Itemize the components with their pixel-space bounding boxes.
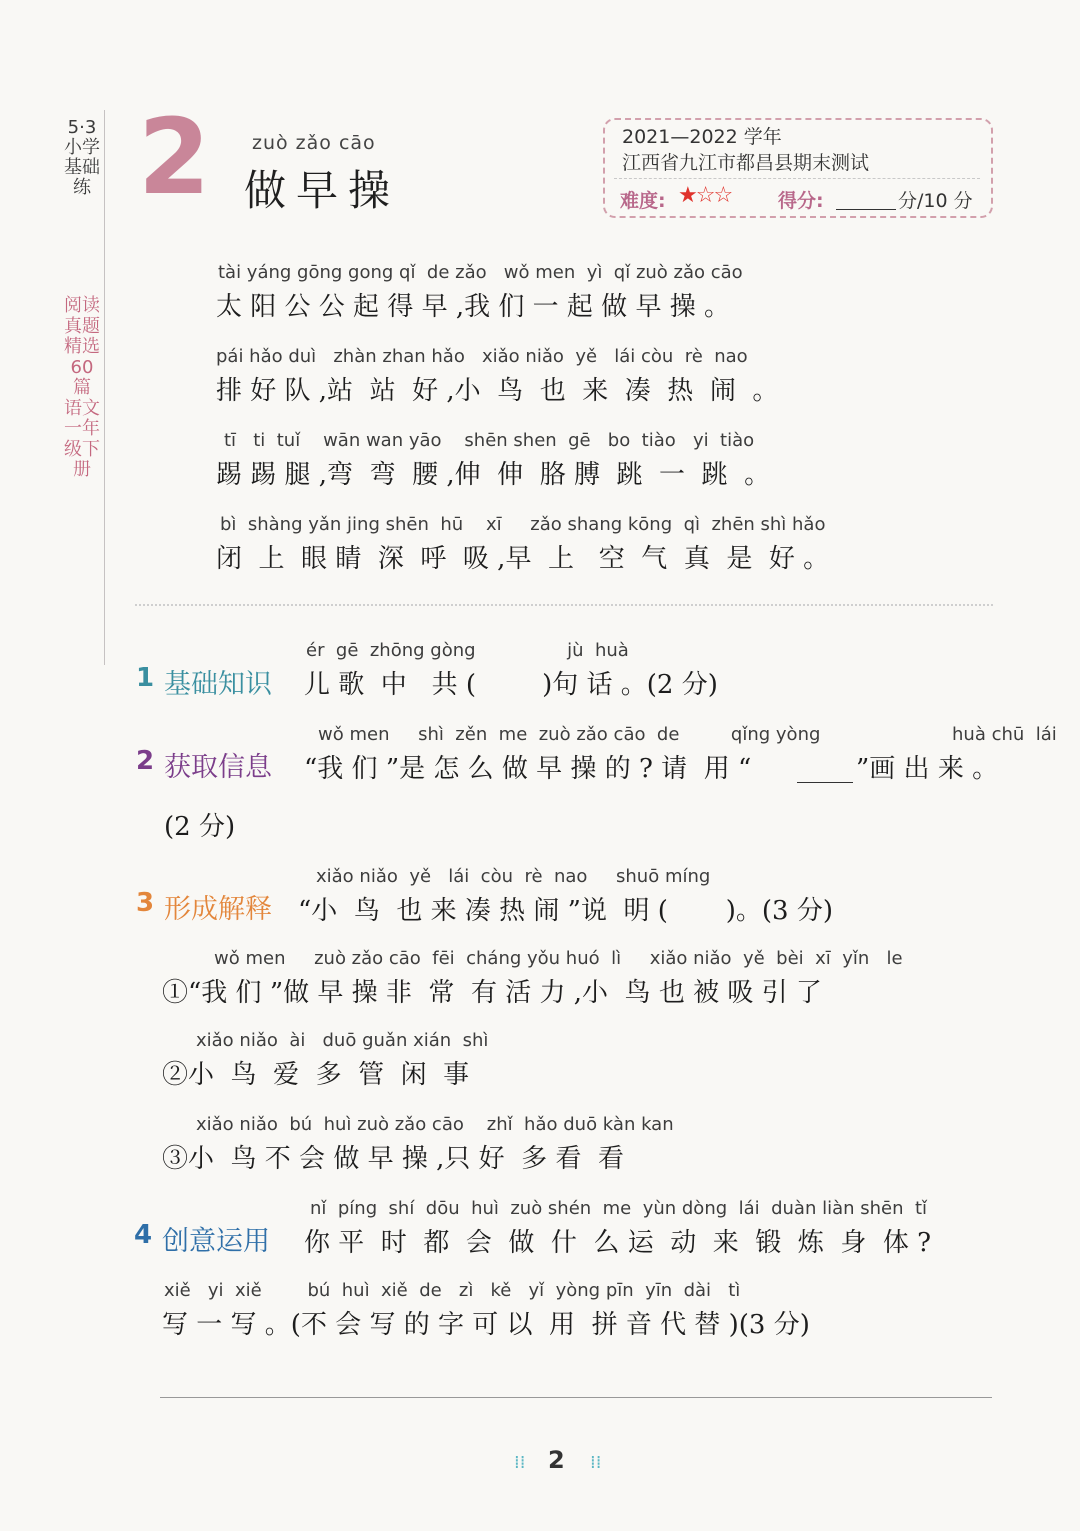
question-2-pinyin: wǒ men shì zěn me zuò zǎo cāo de qǐng yòng huà chū lái (318, 724, 1057, 745)
difficulty-label: 难度: (620, 190, 666, 212)
difficulty-rating (678, 183, 731, 208)
option-1-pinyin: wǒ men zuò zǎo cāo fēi cháng yǒu huó lì xiǎo niǎo yě bèi xī yǐn le (214, 948, 903, 969)
exam-year: 2021—2022 学年 (622, 126, 782, 148)
question-2-text-after: ”画 出 来 。 (856, 754, 999, 784)
question-3-text: “小 鸟 也 来 凑 热 闹 ”说 明 ( )。(3 分) (298, 896, 833, 926)
series-label: 5·3小学基础练 (64, 117, 100, 198)
poem-line-4: 闭 上 眼 睛 深 呼 吸 ,早 上 空 气 真 是 好 。 (216, 544, 830, 574)
question-4-text: 你 平 时 都 会 做 什 么 运 动 来 锻 炼 身 体 ? (304, 1228, 932, 1258)
score-label: 得分: (778, 190, 824, 212)
option-1[interactable]: ①“我 们 ”做 早 操 非 常 有 活 力 ,小 鸟 也 被 吸 引 了 (162, 978, 822, 1008)
question-4-number: 4 (134, 1220, 153, 1250)
option-3-pinyin: xiǎo niǎo bú huì zuò zǎo cāo zhǐ hǎo duō kàn kan (196, 1114, 674, 1135)
poem-line-4-pinyin: bì shàng yǎn jing shēn hū xī zǎo shang kōng qì zhēn shì hǎo (220, 514, 826, 535)
question-3-label: 形成解释 (164, 894, 272, 925)
option-2-pinyin: xiǎo niǎo ài duō guǎn xián shì (196, 1030, 489, 1051)
answer-blank[interactable] (797, 782, 853, 783)
exam-source: 江西省九江市都昌县期末测试 (622, 152, 870, 174)
question-4-text-line2: 写 一 写 。(不 会 写 的 字 可 以 用 拼 音 代 替 )(3 分) (162, 1310, 810, 1340)
question-2-number: 2 (136, 746, 155, 776)
question-1-number: 1 (136, 663, 155, 693)
lesson-number: 2 (138, 96, 211, 218)
question-1-text: 儿 歌 中 共 ( )句 话 。(2 分) (304, 670, 718, 700)
poem-line-2-pinyin: pái hǎo duì zhàn zhan hǎo xiǎo niǎo yě lái còu rè nao (216, 346, 748, 367)
question-4-pinyin-line2: xiě yi xiě bú huì xiě de zì kě yǐ yòng pīn yīn dài tì (164, 1280, 741, 1301)
page-decoration-left-icon: ⁞⁞ (514, 1452, 526, 1473)
star-empty-icon: ☆ (695, 183, 714, 208)
question-1-label: 基础知识 (164, 669, 272, 700)
score-suffix: 分/10 分 (898, 190, 973, 212)
section-divider (135, 604, 993, 606)
page-number: 2 (548, 1446, 565, 1474)
option-3[interactable]: ③小 鸟 不 会 做 早 操 ,只 好 多 看 看 (162, 1144, 624, 1174)
poem-line-3-pinyin: tī ti tuǐ wān wan yāo shēn shen gē bo tiào yi tiào (224, 430, 755, 451)
star-filled-icon: ★ (678, 183, 696, 208)
score-blank[interactable] (836, 209, 896, 210)
page-decoration-right-icon: ⁞⁞ (590, 1452, 602, 1473)
question-4-label: 创意运用 (162, 1226, 270, 1257)
question-4-pinyin: nǐ píng shí dōu huì zuò shén me yùn dòng lái duàn liàn shēn tǐ (310, 1198, 928, 1219)
question-1-pinyin: ér gē zhōng gòng jù huà (306, 640, 629, 661)
question-2-label: 获取信息 (164, 752, 272, 783)
lesson-title-pinyin: zuò zǎo cāo (252, 132, 376, 154)
sidebar-divider (104, 110, 105, 665)
question-3-number: 3 (136, 888, 155, 918)
poem-line-1: 太 阳 公 公 起 得 早 ,我 们 一 起 做 早 操 。 (216, 292, 730, 322)
poem-line-2: 排 好 队 ,站 站 好 ,小 鸟 也 来 凑 热 闹 。 (216, 376, 779, 406)
question-3-pinyin: xiǎo niǎo yě lái còu rè nao shuō míng (316, 866, 711, 887)
poem-line-3: 踢 踢 腿 ,弯 弯 腰 ,伸 伸 胳 膊 跳 一 跳 。 (216, 460, 771, 490)
star-empty-icon: ☆ (713, 183, 732, 208)
question-2-text-before: “我 们 ”是 怎 么 做 早 操 的 ? 请 用 “ (304, 754, 752, 784)
poem-line-1-pinyin: tài yáng gōng gong qǐ de zǎo wǒ men yì qǐ zuò zǎo cāo (218, 262, 743, 283)
option-2[interactable]: ②小 鸟 爱 多 管 闲 事 (162, 1060, 470, 1090)
book-label: 阅读真题精选60篇 语文 一年级下册 (64, 295, 100, 480)
lesson-title: 做早操 (244, 166, 401, 215)
info-divider (614, 178, 980, 179)
question-2-score: (2 分) (164, 812, 236, 842)
answer-line[interactable] (160, 1397, 992, 1398)
